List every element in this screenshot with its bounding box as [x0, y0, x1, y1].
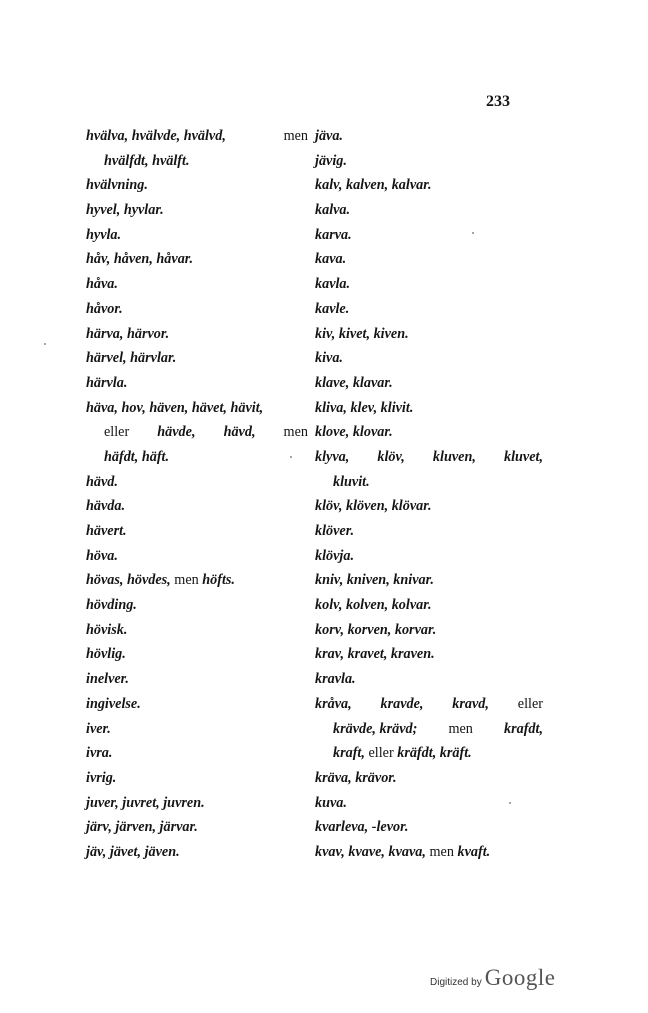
headword-forms: kluven, — [432, 448, 476, 465]
dictionary-entry-line — [86, 766, 308, 791]
headword-forms: hyvla. — [86, 226, 122, 243]
dictionary-entry-line — [86, 445, 308, 470]
headword-forms: kiv, kivet, kiven. — [315, 325, 409, 342]
headword-forms: kava. — [315, 251, 347, 268]
headword-forms: hvälfdt, hvälft. — [104, 152, 190, 169]
headword-forms: kråva, — [315, 695, 352, 712]
dictionary-entry-line — [315, 149, 543, 174]
headword-forms: hvälva, hvälvde, hvälvd, — [86, 128, 226, 144]
headword-forms: härvla. — [86, 374, 128, 391]
dictionary-entry-line — [315, 420, 543, 445]
dictionary-entry-line — [86, 667, 308, 692]
headword-forms: kravde, — [380, 695, 424, 712]
dictionary-entry-line — [86, 124, 308, 149]
dictionary-entry-line — [315, 346, 543, 371]
dictionary-entry-line — [86, 173, 308, 198]
headword-forms: kalv, kalven, kalvar. — [315, 177, 432, 194]
headword-forms: hävd, — [223, 424, 256, 441]
connector-word: eller — [104, 424, 130, 441]
headword-forms: härvel, härvlar. — [86, 350, 177, 367]
headword-forms: klöver. — [315, 523, 355, 539]
headword-forms: ivrig. — [86, 769, 117, 786]
dictionary-entry-line — [86, 717, 308, 742]
dictionary-entry-line — [86, 840, 308, 865]
headword-forms: inelver. — [86, 671, 129, 688]
left-column — [86, 124, 308, 865]
dictionary-entry-line — [315, 247, 543, 272]
paper-speck — [472, 232, 474, 234]
headword-forms: kraft, — [333, 745, 365, 762]
headword-forms: härva, härvor. — [86, 325, 170, 342]
headword-forms: höva. — [86, 547, 118, 564]
connector-word: eller — [368, 745, 394, 762]
dictionary-entry-line — [86, 642, 308, 667]
dictionary-entry-line — [86, 272, 308, 297]
dictionary-entry-line — [315, 272, 543, 297]
dictionary-entry-line — [86, 322, 308, 347]
dictionary-entry-line — [86, 741, 308, 766]
headword-forms: häfdt, häft. — [104, 448, 170, 465]
headword-forms: kiva. — [315, 350, 343, 367]
headword-forms: håva. — [86, 276, 118, 293]
dictionary-entry-line — [86, 593, 308, 618]
headword-forms: kvaft. — [457, 843, 491, 860]
headword-forms: kräva, krävor. — [315, 769, 397, 786]
dictionary-entry-line — [315, 618, 543, 643]
headword-forms: klove, klovar. — [315, 424, 393, 441]
paper-speck — [44, 343, 46, 345]
dictionary-entry-line — [315, 766, 543, 791]
dictionary-entry-line — [86, 396, 308, 421]
headword-forms: jävig. — [315, 152, 347, 169]
dictionary-entry-line — [86, 346, 308, 371]
headword-forms: kluvet, — [503, 448, 543, 465]
headword-forms: klyva, — [315, 448, 350, 465]
dictionary-entry-line — [86, 198, 308, 223]
dictionary-entry-line — [315, 396, 543, 421]
dictionary-entry-line — [315, 642, 543, 667]
dictionary-entry-line — [315, 470, 543, 495]
headword-forms: höfts. — [202, 572, 235, 589]
dictionary-entry-line — [315, 741, 543, 766]
headword-forms: krävde, krävd; — [333, 720, 418, 737]
connector-word: men — [448, 720, 473, 737]
headword-forms: iver. — [86, 720, 111, 737]
google-logo: Google — [484, 965, 556, 990]
dictionary-entry-line — [315, 445, 543, 470]
headword-forms: kravd, — [452, 695, 489, 712]
headword-forms: krafdt, — [503, 720, 543, 737]
headword-forms: häva, hov, häven, hävet, hävit, — [86, 399, 264, 416]
headword-forms: hövas, hövdes, — [86, 572, 171, 589]
dictionary-entry-line — [86, 470, 308, 495]
headword-forms: kvav, kvave, kvava, — [315, 843, 426, 860]
headword-forms: kräfdt, kräft. — [397, 745, 472, 762]
dictionary-entry-line — [315, 692, 543, 717]
dictionary-entry-line — [86, 297, 308, 322]
headword-forms: jäva. — [315, 128, 343, 144]
headword-forms: jäv, jävet, jäven. — [86, 843, 180, 860]
dictionary-entry-line — [86, 519, 308, 544]
headword-forms: karva. — [315, 226, 352, 243]
dictionary-entry-line — [86, 149, 308, 174]
dictionary-entry-line — [315, 223, 543, 248]
headword-forms: krav, kravet, kraven. — [315, 646, 435, 663]
paper-speck — [509, 802, 511, 804]
dictionary-entry-line — [86, 618, 308, 643]
headword-forms: hyvel, hyvlar. — [86, 202, 164, 219]
dictionary-entry-line — [86, 371, 308, 396]
headword-forms: kliva, klev, klivit. — [315, 399, 414, 416]
headword-forms: klövja. — [315, 547, 355, 564]
dictionary-entry-line — [86, 223, 308, 248]
headword-forms: hövding. — [86, 597, 137, 614]
headword-forms: hävert. — [86, 523, 127, 539]
dictionary-entry-line — [315, 198, 543, 223]
dictionary-entry-line — [315, 297, 543, 322]
dictionary-entry-line — [315, 667, 543, 692]
dictionary-entry-line — [315, 840, 543, 865]
headword-forms: håv, håven, håvar. — [86, 251, 194, 268]
headword-forms: kavla. — [315, 276, 351, 293]
paper-speck — [290, 456, 292, 458]
dictionary-entry-line — [315, 815, 543, 840]
headword-forms: ingivelse. — [86, 695, 141, 712]
connector-word: eller — [517, 695, 543, 712]
headword-forms: hävd. — [86, 473, 118, 490]
connector-word: men — [283, 128, 308, 144]
headword-forms: hövlig. — [86, 646, 126, 663]
headword-forms: hvälvning. — [86, 177, 148, 194]
dictionary-entry-line — [86, 568, 308, 593]
dictionary-entry-line — [315, 494, 543, 519]
headword-forms: hövisk. — [86, 621, 128, 638]
dictionary-entry-line — [315, 322, 543, 347]
dictionary-entry-line — [315, 568, 543, 593]
headword-forms: kvarleva, -levor. — [315, 819, 409, 836]
dictionary-entry-line — [315, 371, 543, 396]
digitized-by-watermark — [430, 965, 555, 991]
headword-forms: hävda. — [86, 498, 126, 515]
dictionary-entry-line — [315, 124, 543, 149]
headword-forms: kalva. — [315, 202, 351, 219]
dictionary-entry-line — [86, 247, 308, 272]
headword-forms: korv, korven, korvar. — [315, 621, 437, 638]
headword-forms: klöv, klöven, klövar. — [315, 498, 432, 515]
headword-forms: håvor. — [86, 300, 123, 317]
dictionary-entry-line — [315, 593, 543, 618]
headword-forms: kuva. — [315, 794, 347, 811]
dictionary-entry-line — [86, 791, 308, 816]
connector-word: men — [429, 843, 454, 860]
dictionary-entry-line — [86, 544, 308, 569]
headword-forms: kravla. — [315, 671, 356, 688]
digitized-label: Digitized by — [430, 977, 482, 988]
headword-forms: järv, järven, järvar. — [86, 819, 198, 836]
headword-forms: kolv, kolven, kolvar. — [315, 597, 432, 614]
dictionary-entry-line — [315, 173, 543, 198]
headword-forms: hävde, — [157, 424, 196, 441]
dictionary-entry-line — [86, 420, 308, 445]
headword-forms: kavle. — [315, 300, 350, 317]
dictionary-entry-line — [86, 692, 308, 717]
connector-word: men — [174, 572, 199, 589]
dictionary-entry-line — [86, 815, 308, 840]
headword-forms: kniv, kniven, knivar. — [315, 572, 434, 589]
page-number: 233 — [486, 93, 510, 110]
headword-forms: juver, juvret, juvren. — [86, 794, 205, 811]
headword-forms: klave, klavar. — [315, 374, 393, 391]
headword-forms: ivra. — [86, 745, 113, 762]
connector-word: men — [283, 424, 308, 441]
headword-forms: klöv, — [377, 448, 405, 465]
headword-forms: kluvit. — [333, 473, 370, 490]
dictionary-entry-line — [315, 519, 543, 544]
right-column — [315, 124, 543, 865]
dictionary-entry-line — [315, 544, 543, 569]
dictionary-entry-line — [315, 717, 543, 742]
dictionary-entry-line — [86, 494, 308, 519]
